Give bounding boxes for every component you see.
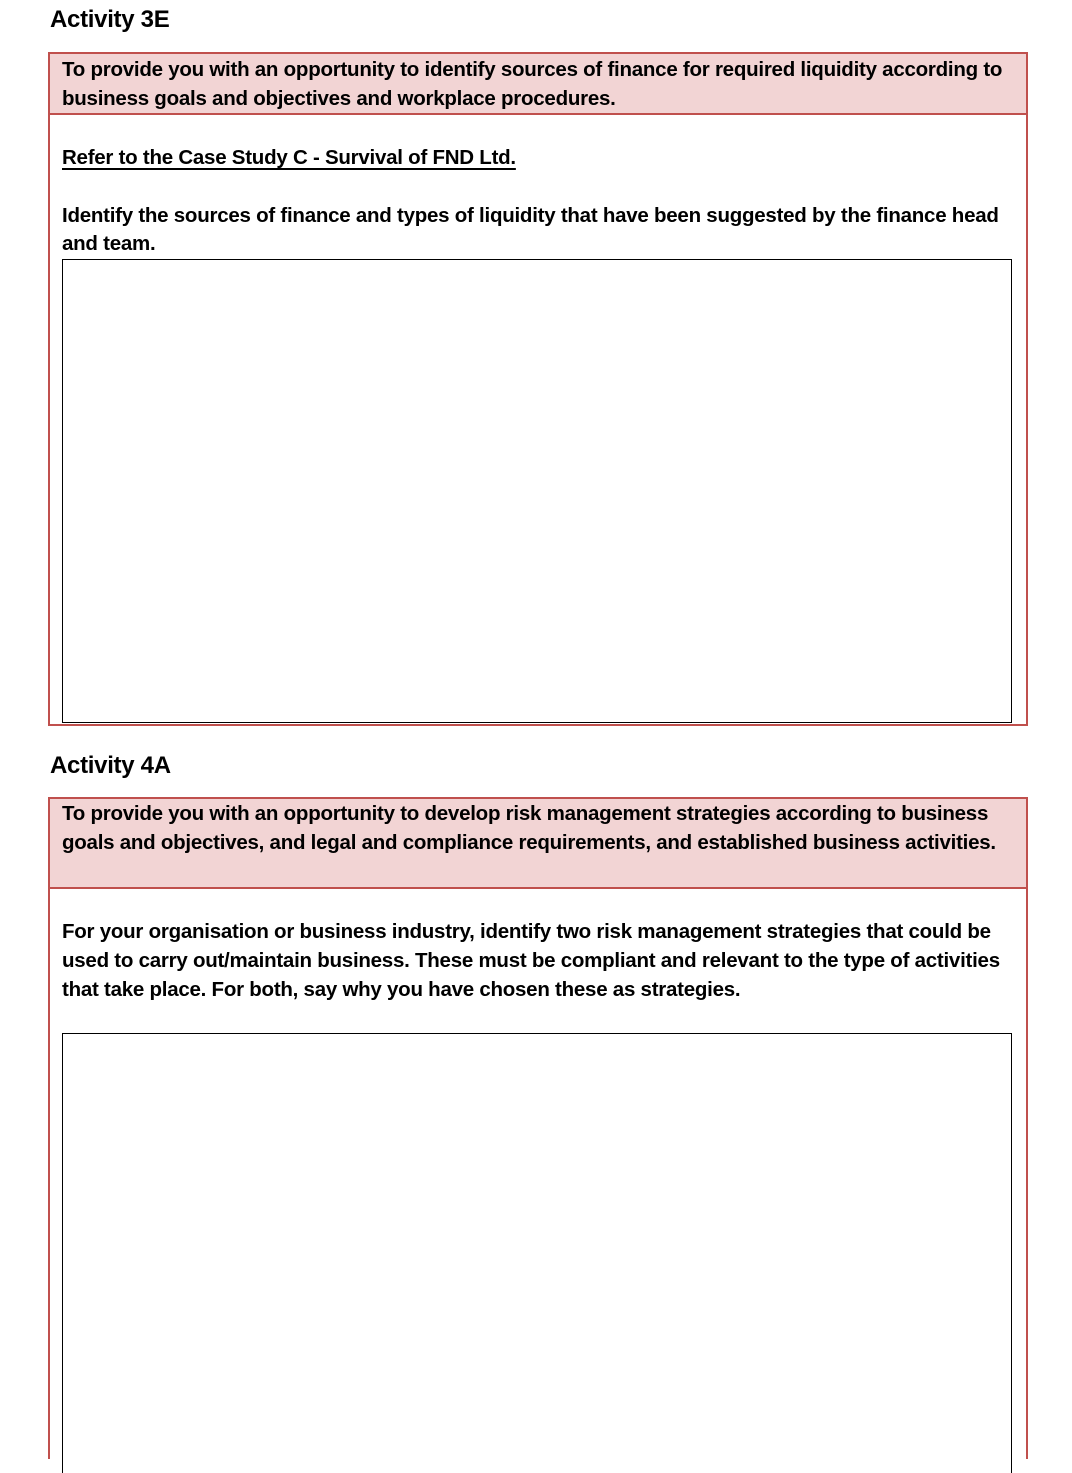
activity-3e-instruction: Identify the sources of finance and types of liquidity that have been suggested by the finance head and team. <box>62 204 999 255</box>
activity-4a-box <box>48 797 1028 1459</box>
activity-3e-title: Activity 3E <box>50 6 170 33</box>
activity-3e-purpose: To provide you with an opportunity to identify sources of finance for required liquidity according to business goals and objectives and workplace procedures. <box>50 54 1026 115</box>
activity-3e-box <box>48 52 1028 726</box>
activity-3e-answer-box[interactable] <box>62 259 1012 723</box>
activity-4a-purpose: To provide you with an opportunity to develop risk management strategies according to business goals and objectives, and legal and compliance requirements, and established business activities. <box>50 799 1026 889</box>
activity-4a-instruction: For your organisation or business industry, identify two risk management strategies that could be used to carry out/maintain business. These must be compliant and relevant to the type of activities that take place. For both, say why you have chosen these as strategies. <box>62 920 1000 1001</box>
activity-4a-answer-box[interactable] <box>62 1033 1012 1473</box>
activity-3e-case-study-reference: Refer to the Case Study C - Survival of FND Ltd. <box>62 146 516 169</box>
activity-4a-title: Activity 4A <box>50 752 171 779</box>
